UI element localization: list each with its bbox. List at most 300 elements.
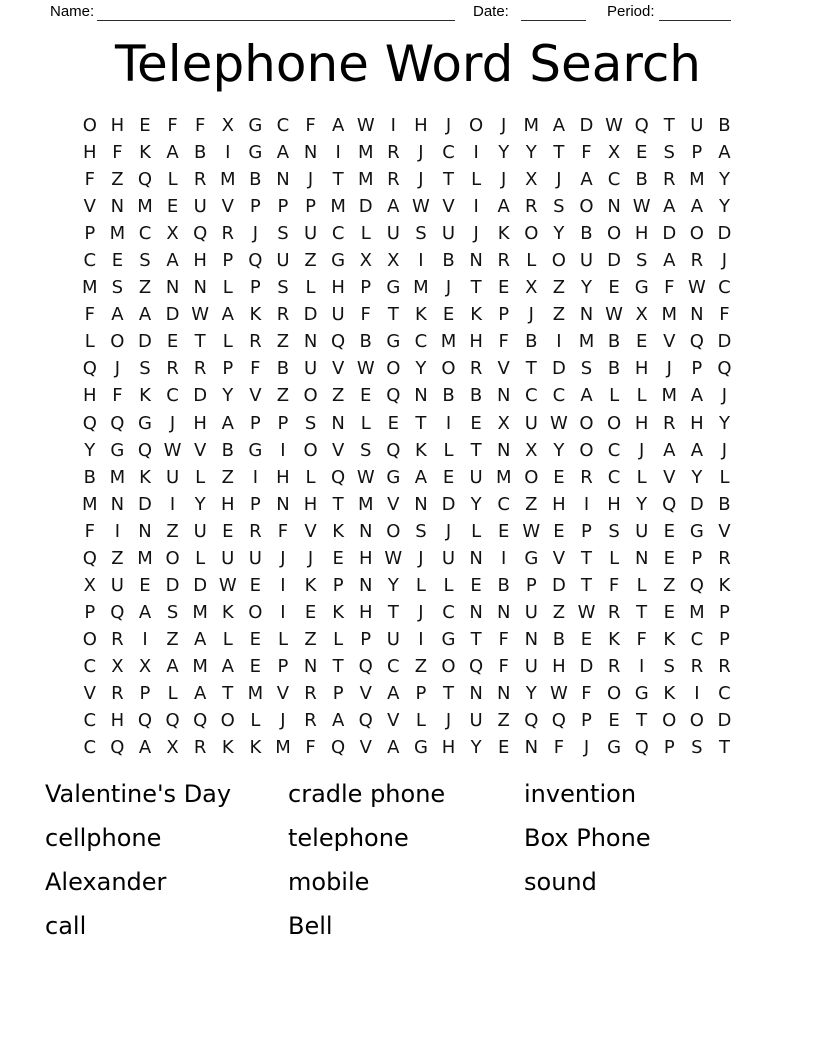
grid-letter: D xyxy=(165,304,180,326)
grid-letter: Q xyxy=(358,710,373,732)
grid-letter: K xyxy=(332,520,345,542)
grid-letter: I xyxy=(418,628,424,650)
grid-letter: Q xyxy=(165,710,180,732)
grid-letter: V xyxy=(331,358,345,380)
grid-letter: Q xyxy=(331,737,346,759)
grid-letter: U xyxy=(469,466,483,488)
grid-letter: E xyxy=(442,304,455,326)
grid-letter: T xyxy=(580,547,592,569)
grid-letter: A xyxy=(166,142,179,164)
grid-letter: Z xyxy=(166,628,179,650)
grid-letter: T xyxy=(580,574,592,596)
grid-letter: O xyxy=(606,683,622,704)
grid-letter: M xyxy=(330,196,346,218)
grid-letter: A xyxy=(690,196,704,218)
grid-letter: X xyxy=(635,304,648,326)
grid-letter: Q xyxy=(82,547,97,569)
grid-letter: N xyxy=(634,547,649,569)
grid-letter: W xyxy=(412,196,430,218)
grid-letter: S xyxy=(139,250,151,272)
page-title: Telephone Word Search xyxy=(114,35,701,93)
grid-letter: H xyxy=(469,331,483,353)
word-list-item: Alexander xyxy=(45,868,167,896)
grid-letter: R xyxy=(387,169,400,191)
grid-letter: F xyxy=(194,115,206,137)
grid-letter: K xyxy=(304,574,317,596)
grid-letter: V xyxy=(331,439,345,461)
grid-letter: I xyxy=(335,142,341,164)
grid-letter: C xyxy=(442,142,455,164)
grid-letter: L xyxy=(250,710,261,732)
grid-letter: E xyxy=(553,520,565,542)
grid-letter: Z xyxy=(331,385,345,407)
grid-letter: T xyxy=(332,493,344,515)
grid-letter: F xyxy=(360,304,371,326)
word-list-item: telephone xyxy=(288,824,409,852)
grid-letter: O xyxy=(82,628,97,650)
grid-letter: O xyxy=(689,223,704,245)
grid-letter: E xyxy=(139,115,151,137)
grid-letter: R xyxy=(193,358,207,380)
grid-letter: Y xyxy=(470,737,482,759)
grid-letter: W xyxy=(356,466,375,488)
grid-letter: B xyxy=(276,358,290,380)
grid-letter: O xyxy=(689,710,704,732)
grid-letter: J xyxy=(501,169,507,191)
grid-letter: K xyxy=(470,304,483,326)
grid-letter: F xyxy=(277,520,289,542)
grid-letter: R xyxy=(607,655,621,677)
grid-letter: V xyxy=(304,520,317,542)
grid-letter: F xyxy=(553,737,565,759)
word-list-column-1 xyxy=(45,772,231,948)
grid-letter: C xyxy=(525,385,538,407)
grid-letter: A xyxy=(497,196,510,218)
grid-letter: D xyxy=(579,655,594,677)
grid-letter: U xyxy=(331,304,345,326)
grid-letter: Q xyxy=(551,710,566,732)
grid-letter: H xyxy=(358,547,373,569)
grid-letter: Q xyxy=(469,655,484,677)
grid-letter: T xyxy=(332,655,344,677)
word-list-item: mobile xyxy=(288,868,370,896)
grid-letter: X xyxy=(166,223,179,245)
grid-letter: U xyxy=(303,223,318,245)
grid-letter: V xyxy=(359,737,372,759)
grid-letter: K xyxy=(249,737,262,759)
grid-letter: P xyxy=(663,737,675,759)
grid-letter: J xyxy=(445,520,452,542)
grid-letter: R xyxy=(497,250,510,272)
grid-letter: O xyxy=(579,412,594,434)
grid-letter: P xyxy=(277,655,289,677)
grid-letter: P xyxy=(719,628,730,650)
grid-letter: J xyxy=(666,358,672,380)
grid-letter: O xyxy=(441,655,456,677)
grid-letter: G xyxy=(331,250,346,272)
grid-letter: A xyxy=(221,412,234,434)
grid-letter: G xyxy=(413,737,428,759)
grid-letter: P xyxy=(581,710,592,732)
grid-letter: C xyxy=(718,683,731,704)
name-label: Name: xyxy=(50,3,95,20)
grid-letter: I xyxy=(473,142,479,164)
grid-letter: V xyxy=(83,196,96,218)
grid-letter: J xyxy=(280,710,286,732)
grid-letter: M xyxy=(440,331,457,353)
grid-letter: L xyxy=(360,412,371,434)
grid-letter: Y xyxy=(718,412,730,434)
grid-letter: Q xyxy=(386,385,401,407)
grid-letter: T xyxy=(553,142,565,164)
grid-letter: X xyxy=(221,115,234,137)
grid-letter: A xyxy=(387,196,400,218)
grid-letter: W xyxy=(191,304,210,326)
grid-letter: Z xyxy=(111,547,124,569)
grid-letter: H xyxy=(607,493,621,515)
grid-letter: P xyxy=(360,277,372,299)
grid-letter: E xyxy=(304,601,317,623)
grid-letter: G xyxy=(248,115,263,137)
grid-letter: J xyxy=(114,358,121,380)
grid-letter: M xyxy=(137,547,153,569)
grid-letter: U xyxy=(386,628,400,650)
grid-letter: H xyxy=(303,493,318,515)
grid-letter: R xyxy=(663,169,676,191)
grid-letter: F xyxy=(498,655,509,677)
grid-letter: N xyxy=(331,412,345,434)
grid-letter: Y xyxy=(387,574,399,596)
grid-letter: M xyxy=(578,331,595,353)
grid-letter: H xyxy=(83,142,97,164)
grid-letter: A xyxy=(580,169,593,191)
grid-letter: X xyxy=(525,439,538,461)
grid-letter: U xyxy=(524,655,538,677)
grid-letter: P xyxy=(498,304,510,326)
grid-letter: P xyxy=(84,601,96,623)
grid-letter: U xyxy=(469,710,483,732)
grid-letter: A xyxy=(331,115,345,137)
grid-letter: V xyxy=(387,493,400,515)
grid-letter: W xyxy=(605,304,623,326)
grid-letter: Z xyxy=(166,520,179,542)
word-search-grid xyxy=(76,112,738,761)
grid-letter: Z xyxy=(138,277,152,299)
grid-letter: E xyxy=(470,412,482,434)
grid-letter: Y xyxy=(553,439,565,461)
grid-letter: D xyxy=(358,196,373,218)
grid-letter: B xyxy=(718,115,731,137)
grid-letter: Y xyxy=(691,466,703,488)
grid-letter: O xyxy=(606,412,622,434)
grid-letter: T xyxy=(718,737,730,759)
grid-letter: K xyxy=(415,439,427,461)
grid-letter: Q xyxy=(331,331,346,353)
grid-letter: J xyxy=(418,547,424,569)
grid-letter: E xyxy=(663,520,675,542)
grid-letter: N xyxy=(359,574,373,596)
grid-letter: G xyxy=(110,439,125,461)
grid-letter: G xyxy=(689,520,704,542)
grid-letter: H xyxy=(634,358,649,380)
grid-letter: M xyxy=(109,223,126,245)
grid-letter: L xyxy=(609,385,620,407)
grid-letter: J xyxy=(307,169,314,191)
grid-letter: X xyxy=(525,277,538,299)
grid-letter: G xyxy=(248,439,263,461)
grid-letter: I xyxy=(169,493,176,515)
grid-letter: O xyxy=(524,223,539,245)
grid-letter: Q xyxy=(331,466,346,488)
grid-letter: A xyxy=(111,304,124,326)
grid-letter: J xyxy=(445,277,452,299)
grid-letter: C xyxy=(442,601,455,623)
grid-letter: E xyxy=(166,196,179,218)
grid-letter: E xyxy=(249,655,262,677)
grid-letter: F xyxy=(305,115,316,137)
grid-letter: W xyxy=(632,196,651,218)
grid-letter: N xyxy=(414,493,428,515)
grid-letter: L xyxy=(222,277,233,299)
grid-letter: N xyxy=(524,737,539,759)
grid-letter: A xyxy=(663,439,676,461)
grid-letter: E xyxy=(498,737,510,759)
grid-letter: A xyxy=(387,737,400,759)
grid-letter: C xyxy=(690,628,704,650)
grid-letter: Q xyxy=(662,493,677,515)
grid-letter: O xyxy=(469,115,484,137)
grid-letter: S xyxy=(580,358,593,380)
grid-letter: Q xyxy=(110,412,125,434)
grid-letter: H xyxy=(220,493,235,515)
grid-letter: R xyxy=(718,655,731,677)
grid-letter: R xyxy=(304,710,317,732)
grid-letter: N xyxy=(496,683,511,704)
grid-letter: F xyxy=(498,331,509,353)
grid-letter: R xyxy=(193,169,207,191)
grid-letter: G xyxy=(386,466,401,488)
grid-letter: D xyxy=(138,493,152,515)
grid-letter: N xyxy=(276,493,290,515)
grid-letter: M xyxy=(220,169,236,191)
grid-letter: A xyxy=(166,250,179,272)
grid-letter: P xyxy=(139,683,151,704)
grid-letter: M xyxy=(357,169,374,191)
grid-letter: I xyxy=(445,412,452,434)
grid-letter: Q xyxy=(137,169,153,191)
grid-letter: K xyxy=(139,142,151,164)
grid-letter: V xyxy=(497,358,510,380)
grid-letter: N xyxy=(193,277,207,299)
grid-letter: C xyxy=(607,439,621,461)
period-label: Period: xyxy=(607,3,655,20)
grid-letter: N xyxy=(414,385,428,407)
grid-letter: R xyxy=(221,223,235,245)
grid-letter: M xyxy=(275,737,291,759)
grid-letter: E xyxy=(111,250,124,272)
grid-letter: J xyxy=(583,737,590,759)
grid-letter: J xyxy=(445,710,452,732)
grid-letter: W xyxy=(356,115,375,137)
grid-letter: S xyxy=(415,520,427,542)
grid-letter: P xyxy=(691,547,703,569)
grid-letter: N xyxy=(469,547,483,569)
grid-letter: R xyxy=(387,142,400,164)
grid-letter: M xyxy=(413,277,429,299)
grid-letter: M xyxy=(495,466,512,488)
grid-letter: D xyxy=(193,385,208,407)
grid-letter: T xyxy=(194,331,206,353)
grid-letter: M xyxy=(689,169,705,191)
grid-letter: A xyxy=(138,304,152,326)
grid-letter: Z xyxy=(111,169,124,191)
grid-letter: B xyxy=(442,385,455,407)
grid-letter: Z xyxy=(552,601,566,623)
grid-letter: W xyxy=(384,547,403,569)
grid-letter: J xyxy=(556,169,562,191)
grid-letter: Z xyxy=(276,385,290,407)
grid-letter: B xyxy=(359,331,372,353)
grid-letter: P xyxy=(332,683,344,704)
grid-letter: P xyxy=(222,358,234,380)
grid-letter: L xyxy=(719,466,730,488)
grid-letter: T xyxy=(470,439,482,461)
grid-letter: C xyxy=(414,331,428,353)
grid-letter: N xyxy=(496,439,511,461)
grid-letter: B xyxy=(607,331,621,353)
word-list-item: call xyxy=(45,912,87,940)
grid-letter: L xyxy=(415,574,426,596)
grid-letter: F xyxy=(84,304,95,326)
grid-letter: A xyxy=(414,466,428,488)
grid-letter: X xyxy=(359,250,372,272)
grid-letter: B xyxy=(497,574,510,596)
grid-letter: N xyxy=(690,304,704,326)
grid-letter: P xyxy=(719,601,730,623)
grid-letter: R xyxy=(607,601,621,623)
grid-letter: R xyxy=(690,250,704,272)
grid-letter: J xyxy=(445,115,452,137)
grid-letter: A xyxy=(690,385,704,407)
grid-letter: H xyxy=(110,710,125,732)
grid-letter: F xyxy=(664,277,675,299)
grid-letter: K xyxy=(415,304,427,326)
grid-letter: U xyxy=(303,358,318,380)
grid-letter: B xyxy=(469,385,483,407)
grid-letter: T xyxy=(443,683,455,704)
period-blank-line xyxy=(659,4,731,21)
grid-letter: X xyxy=(166,737,179,759)
grid-letter: Q xyxy=(193,710,208,732)
grid-letter: J xyxy=(473,223,479,245)
grid-letter: U xyxy=(165,466,180,488)
grid-letter: V xyxy=(83,683,96,704)
grid-letter: L xyxy=(222,628,233,650)
grid-letter: H xyxy=(441,737,456,759)
grid-letter: B xyxy=(221,439,234,461)
grid-letter: Y xyxy=(553,223,565,245)
grid-letter: I xyxy=(501,547,507,569)
grid-letter: O xyxy=(386,520,401,542)
grid-letter: L xyxy=(84,331,95,353)
grid-letter: D xyxy=(662,223,677,245)
grid-letter: M xyxy=(357,493,374,515)
grid-letter: V xyxy=(387,710,400,732)
grid-letter: N xyxy=(359,520,373,542)
grid-letter: W xyxy=(549,412,568,434)
grid-letter: X xyxy=(111,655,124,677)
grid-letter: A xyxy=(690,439,704,461)
grid-letter: Y xyxy=(84,439,96,461)
grid-letter: U xyxy=(690,115,704,137)
grid-letter: C xyxy=(497,493,510,515)
grid-letter: U xyxy=(248,547,262,569)
grid-letter: H xyxy=(193,412,207,434)
grid-letter: M xyxy=(137,196,153,218)
grid-letter: S xyxy=(415,223,427,245)
grid-letter: J xyxy=(721,385,728,407)
grid-letter: Q xyxy=(110,737,125,759)
grid-letter: K xyxy=(663,628,676,650)
grid-letter: S xyxy=(553,196,565,218)
grid-letter: B xyxy=(83,466,96,488)
grid-letter: N xyxy=(303,655,318,677)
grid-letter: J xyxy=(169,412,176,434)
grid-letter: X xyxy=(607,142,621,164)
grid-letter: H xyxy=(358,601,373,623)
grid-letter: U xyxy=(193,196,207,218)
grid-letter: L xyxy=(526,250,537,272)
grid-letter: H xyxy=(276,466,290,488)
grid-letter: D xyxy=(607,250,622,272)
grid-letter: F xyxy=(84,520,95,542)
grid-letter: A xyxy=(331,710,345,732)
grid-letter: I xyxy=(225,142,231,164)
grid-letter: A xyxy=(580,385,593,407)
grid-letter: L xyxy=(443,439,454,461)
grid-letter: T xyxy=(470,628,482,650)
grid-letter: D xyxy=(165,574,180,596)
grid-letter: B xyxy=(607,358,621,380)
grid-letter: N xyxy=(110,196,125,218)
grid-letter: U xyxy=(524,601,538,623)
grid-letter: R xyxy=(663,412,676,434)
grid-letter: S xyxy=(277,223,289,245)
grid-letter: L xyxy=(609,547,620,569)
grid-letter: C xyxy=(552,385,566,407)
grid-letter: G xyxy=(524,547,539,569)
grid-letter: O xyxy=(579,439,594,461)
grid-letter: Q xyxy=(689,331,704,353)
grid-letter: G xyxy=(634,277,649,299)
grid-letter: B xyxy=(580,223,593,245)
grid-letter: Z xyxy=(663,574,676,596)
grid-letter: Q xyxy=(717,358,732,380)
grid-letter: F xyxy=(581,683,592,704)
grid-letter: Q xyxy=(634,737,649,759)
grid-letter: T xyxy=(387,304,399,326)
grid-letter: T xyxy=(636,601,648,623)
grid-letter: V xyxy=(249,385,262,407)
grid-letter: P xyxy=(525,574,537,596)
grid-letter: U xyxy=(386,223,400,245)
grid-letter: O xyxy=(579,196,594,218)
grid-letter: O xyxy=(303,385,318,407)
grid-letter: J xyxy=(252,223,259,245)
grid-letter: I xyxy=(418,250,424,272)
grid-letter: Z xyxy=(221,466,234,488)
grid-letter: F xyxy=(112,142,123,164)
